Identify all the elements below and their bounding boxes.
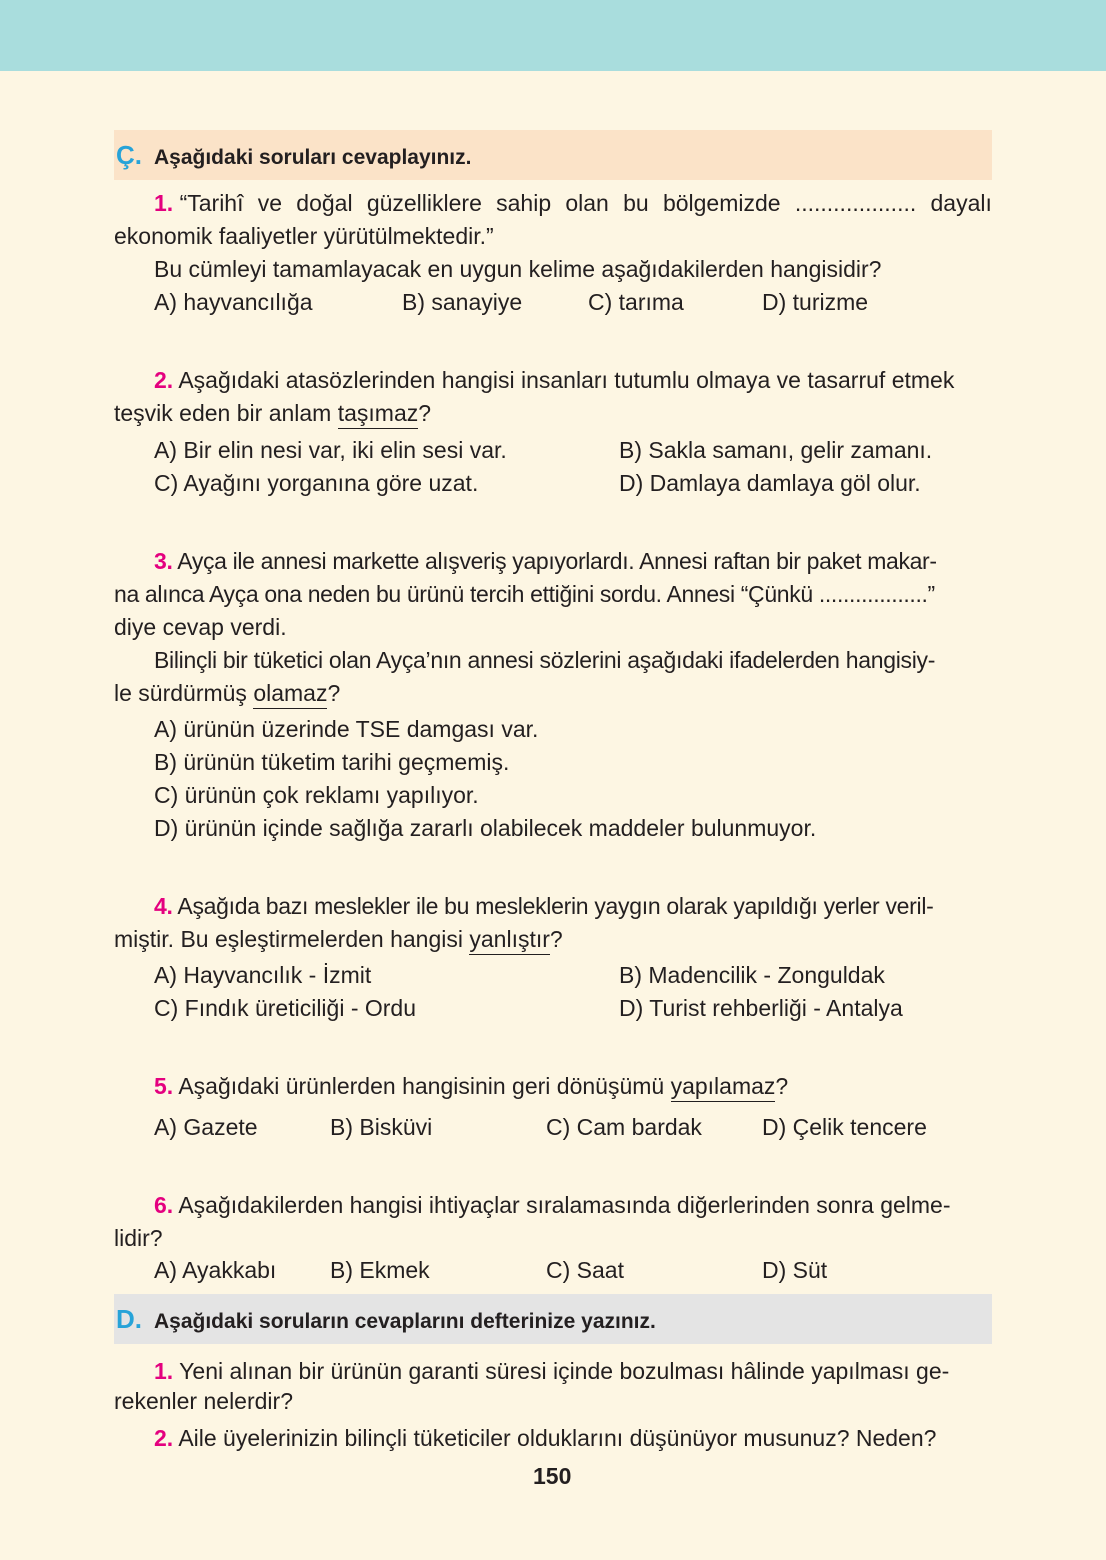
question-5-line-1: 5. Aşağıdaki ürünlerden hangisinin geri dönüşümü yapılamaz?: [154, 1072, 788, 1100]
option-d: D) Süt: [762, 1257, 828, 1283]
underlined-word: yapılamaz: [671, 1073, 776, 1102]
option-c: C) Saat: [546, 1257, 624, 1283]
option-b: B) Bisküvi: [330, 1114, 433, 1140]
question-3-line-4: Bilinçli bir tüketici olan Ayça’nın annesi sözlerini aşağıdaki ifadelerden hangisiy-: [154, 647, 936, 673]
underlined-word: olamaz: [253, 680, 327, 709]
option-b: B) ürünün tüketim tarihi geçmemiş.: [154, 749, 510, 775]
question-number: 3.: [154, 548, 173, 574]
option-a: A) Bir elin nesi var, iki elin sesi var.: [154, 437, 507, 463]
question-3-line-5: le sürdürmüş olamaz?: [114, 679, 340, 707]
section-title: Aşağıdaki soruları cevaplayınız.: [154, 146, 472, 169]
question-1-prompt: Bu cümleyi tamamlayacak en uygun kelime aşağıdakilerden hangisidir?: [154, 256, 882, 282]
option-a: A) Hayvancılık - İzmit: [154, 962, 372, 988]
section-letter: D.: [116, 1304, 142, 1334]
option-d: D) Çelik tencere: [762, 1114, 927, 1140]
option-c: C) Ayağını yorganına göre uzat.: [154, 470, 479, 496]
question-number: 4.: [154, 893, 173, 919]
option-d: D) Damlaya damlaya göl olur.: [619, 470, 921, 496]
d-question-2-line-1: 2. Aile üyelerinizin bilinçli tüketiciler olduklarını düşünüyor musunuz? Neden?: [154, 1425, 937, 1451]
question-3-line-2: na alınca Ayça ona neden bu ürünü tercih ettiğini sordu. Annesi “Çünkü ..................”: [114, 581, 935, 607]
question-number: 1.: [154, 1358, 174, 1384]
question-1-line-2: ekonomik faaliyetler yürütülmektedir.”: [114, 223, 494, 249]
underlined-word: yanlıştır: [469, 926, 550, 955]
option-d: D) ürünün içinde sağlığa zararlı olabilecek maddeler bulunmuyor.: [154, 815, 817, 841]
section-d-header: [114, 1294, 992, 1344]
question-3-line-1: 3. Ayça ile annesi markette alışveriş yapıyorlardı. Annesi raftan bir paket makar-: [154, 548, 937, 574]
option-a: A) hayvancılığa: [154, 289, 313, 315]
option-b: B) Sakla samanı, gelir zamanı.: [619, 437, 933, 463]
section-letter: Ç.: [116, 140, 142, 170]
header-band: [0, 0, 1106, 71]
question-number: 5.: [154, 1073, 174, 1099]
option-c: C) tarıma: [588, 289, 684, 315]
section-c-header: [114, 130, 992, 180]
question-number: 1.: [154, 190, 174, 216]
question-3-line-3: diye cevap verdi.: [114, 614, 287, 640]
question-6-line-1: 6. Aşağıdakilerden hangisi ihtiyaçlar sıralamasında diğerlerinden sonra gelme-: [154, 1192, 951, 1218]
question-4-line-2: miştir. Bu eşleştirmelerden hangisi yanlıştır?: [114, 925, 563, 953]
question-6-line-2: lidir?: [114, 1225, 163, 1251]
question-2-line-2: teşvik eden bir anlam taşımaz?: [114, 399, 431, 427]
option-c: C) Cam bardak: [546, 1114, 702, 1140]
option-a: A) Ayakkabı: [154, 1257, 277, 1283]
option-c: C) ürünün çok reklamı yapılıyor.: [154, 782, 479, 808]
d-question-1-line-2: rekenler nelerdir?: [114, 1388, 293, 1414]
page-number: 150: [533, 1463, 572, 1489]
option-b: B) Ekmek: [330, 1257, 430, 1283]
underlined-word: taşımaz: [338, 400, 419, 429]
d-question-1-line-1: 1. Yeni alınan bir ürünün garanti süresi içinde bozulması hâlinde yapılması ge-: [154, 1358, 950, 1384]
option-a: A) Gazete: [154, 1114, 258, 1140]
question-number: 2.: [154, 1425, 174, 1451]
option-d: D) turizme: [762, 289, 869, 315]
question-number: 2.: [154, 367, 174, 393]
option-c: C) Fındık üreticiliği - Ordu: [154, 995, 417, 1021]
option-d: D) Turist rehberliği - Antalya: [619, 995, 903, 1021]
option-a: A) ürünün üzerinde TSE damgası var.: [154, 716, 539, 742]
question-4-line-1: 4. Aşağıda bazı meslekler ile bu mesleklerin yaygın olarak yapıldığı yerler veril-: [154, 893, 934, 919]
section-title: Aşağıdaki soruların cevaplarını defterinize yazınız.: [154, 1310, 656, 1333]
question-1-line-1: 1. “Tarihî ve doğal güzelliklere sahip olan bu bölgemizde ................... dayalı: [154, 190, 992, 216]
question-number: 6.: [154, 1192, 174, 1218]
option-b: B) sanayiye: [402, 289, 523, 315]
option-b: B) Madencilik - Zonguldak: [619, 962, 885, 988]
question-2-line-1: 2. Aşağıdaki atasözlerinden hangisi insanları tutumlu olmaya ve tasarruf etmek: [154, 367, 955, 393]
